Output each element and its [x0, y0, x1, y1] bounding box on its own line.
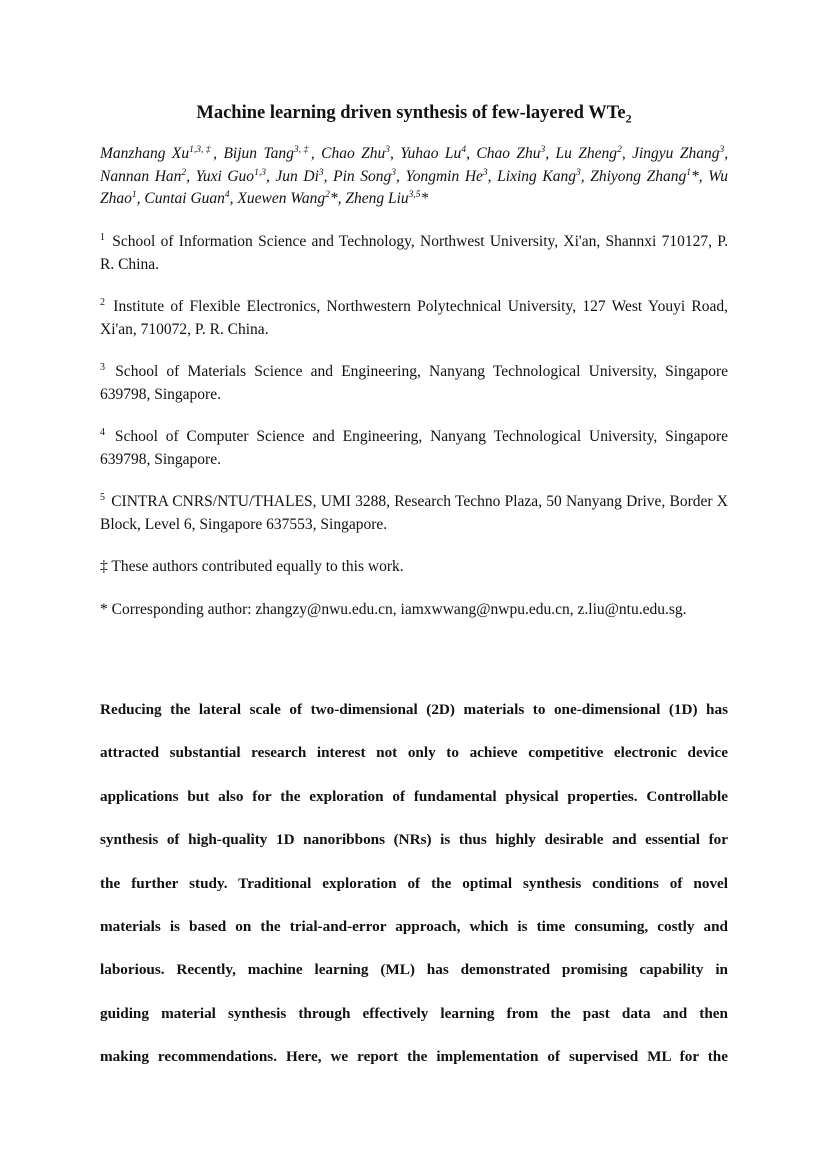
author-affiliation-mark: 2 — [325, 189, 330, 200]
author — [632, 145, 728, 162]
affiliation-mark: 2 — [100, 296, 105, 308]
paper-title-subscript: 2 — [625, 111, 632, 126]
author-affiliation-mark: 1 — [686, 167, 691, 178]
author-separator: *, — [329, 190, 346, 207]
affiliation-mark: 3 — [100, 361, 105, 373]
author-separator: , — [545, 145, 556, 162]
author-affiliation-mark: 3,‡ — [293, 144, 311, 155]
author-name: Cuntai Guan — [144, 190, 225, 207]
author-affiliation-mark: 1 — [131, 189, 137, 200]
author — [476, 145, 555, 162]
paper-title — [100, 101, 728, 131]
affiliation-text: School of Information Science and Technology, Northwest University, Xi'an, Shannxi 710127, P. R. China. — [100, 233, 728, 273]
author-separator: , — [621, 145, 633, 162]
author — [237, 190, 345, 207]
paper-title-text: Machine learning driven synthesis of few-layered WTe — [196, 103, 626, 123]
affiliation — [100, 361, 728, 406]
author — [275, 168, 333, 185]
author — [333, 168, 405, 185]
affiliation-mark: 4 — [100, 426, 105, 438]
author-affiliation-mark: 4 — [224, 189, 230, 200]
author-affiliation-mark: 2 — [181, 167, 187, 178]
author — [321, 145, 400, 162]
abstract-line: attracted substantial research interest not only to achieve competitive electronic device — [100, 744, 728, 762]
author-affiliation-mark: 1,3,‡ — [189, 144, 214, 155]
author-affiliation-mark: 3 — [540, 144, 546, 155]
author-separator: , — [487, 167, 498, 185]
author-affiliation-mark: 4 — [461, 144, 467, 155]
author-affiliation-mark: 3 — [318, 167, 324, 178]
author-name: Yuhao Lu — [400, 145, 462, 162]
author-name: Lixing Kang — [497, 167, 576, 185]
affiliation — [100, 426, 728, 471]
author — [556, 145, 633, 162]
author-separator: , — [186, 167, 196, 185]
author-separator: , — [213, 145, 224, 162]
author-affiliation-mark: 3 — [391, 167, 397, 178]
abstract-line: guiding material synthesis through effectively learning from the past data and then — [100, 1004, 728, 1022]
author-name: Chao Zhu — [476, 145, 541, 162]
affiliation — [100, 491, 728, 536]
author-name: Xuewen Wang — [237, 190, 326, 207]
affiliation-text: School of Materials Science and Engineering, Nanyang Technological University, Singapore 639798, Singapore. — [100, 363, 728, 403]
affiliation-text: School of Computer Science and Engineering, Nanyang Technological University, Singapore 639798, Singapore. — [100, 428, 728, 468]
affiliation-mark: 5 — [100, 491, 105, 503]
author-separator: * — [420, 190, 429, 207]
author-separator: , — [310, 145, 322, 162]
author-affiliation-mark: 3 — [482, 167, 488, 178]
author-list — [100, 143, 728, 211]
author-name: Jingyu Zhang — [632, 145, 720, 162]
author — [196, 168, 276, 185]
author-separator: *, — [691, 167, 709, 185]
author — [406, 168, 498, 185]
author-affiliation-mark: 3,5 — [408, 189, 421, 200]
author — [497, 168, 590, 185]
abstract-line: materials is based on the trial-and-error approach, which is time consuming, costly and — [100, 918, 728, 935]
author — [100, 145, 223, 162]
affiliation-text: Institute of Flexible Electronics, Northwestern Polytechnical University, 127 West Youyi Road, Xi'an, 710072, P. R. China. — [100, 298, 728, 338]
affiliation — [100, 296, 728, 341]
affiliation-mark: 1 — [100, 231, 105, 243]
author-separator: , — [390, 145, 401, 162]
author — [223, 145, 321, 162]
author-name: Manzhang Xu — [100, 145, 190, 162]
affiliation-text: CINTRA CNRS/NTU/THALES, UMI 3288, Research Techno Plaza, 50 Nanyang Drive, Border X Block, Level 6, Singapore 637553, Singapore. — [100, 493, 728, 533]
author-separator: , — [265, 167, 276, 185]
author-name: Zhiyong Zhang — [590, 167, 687, 185]
author — [100, 168, 196, 185]
author-separator: , — [323, 167, 334, 185]
author-affiliation-mark: 1,3 — [254, 167, 266, 178]
author-separator: , — [229, 190, 238, 207]
author — [590, 168, 708, 185]
author-separator: , — [580, 167, 591, 185]
abstract-line: making recommendations. Here, we report the implementation of supervised ML for the — [100, 1048, 728, 1066]
author-separator: , — [724, 145, 729, 162]
author-affiliation-mark: 3 — [575, 167, 581, 178]
author-name: Yongmin He — [405, 167, 483, 185]
author-affiliation-mark: 3 — [385, 144, 391, 155]
author-name: Yuxi Guo — [195, 167, 255, 185]
author-name: Nannan Han — [100, 167, 182, 185]
author — [345, 190, 428, 207]
author — [144, 190, 237, 207]
author-name: Pin Song — [333, 167, 392, 185]
author-name: Chao Zhu — [321, 145, 386, 162]
author-separator: , — [466, 145, 477, 162]
author-name: Bijun Tang — [223, 145, 294, 162]
author-name: Wu Zhao — [100, 167, 729, 207]
author-separator: , — [396, 167, 406, 185]
author-name: Zheng Liu — [345, 190, 409, 207]
author — [400, 145, 476, 162]
author-name: Jun Di — [275, 167, 319, 185]
abstract-line: Reducing the lateral scale of two-dimensional (2D) materials to one-dimensional (1D) has — [100, 701, 728, 718]
author-affiliation-mark: 3 — [719, 144, 725, 155]
abstract-line: synthesis of high-quality 1D nanoribbons (NRs) is thus highly desirable and essential for — [100, 831, 728, 849]
abstract-line: laborious. Recently, machine learning (ML) has demonstrated promising capability in — [100, 961, 728, 979]
abstract-line: the further study. Traditional exploration of the optimal synthesis conditions of novel — [100, 874, 728, 892]
equal-contribution-note: ‡ These authors contributed equally to this work. — [100, 558, 404, 575]
author-affiliation-mark: 2 — [617, 144, 622, 155]
author-name: Lu Zheng — [555, 145, 618, 162]
abstract-line: applications but also for the exploration of fundamental physical properties. Controllable — [100, 787, 728, 805]
affiliation — [100, 231, 728, 276]
corresponding-author-note: * Corresponding author: zhangzy@nwu.edu.cn, iamxwwang@nwpu.edu.cn, z.liu@ntu.edu.sg. — [100, 601, 687, 618]
author-separator: , — [136, 190, 145, 207]
